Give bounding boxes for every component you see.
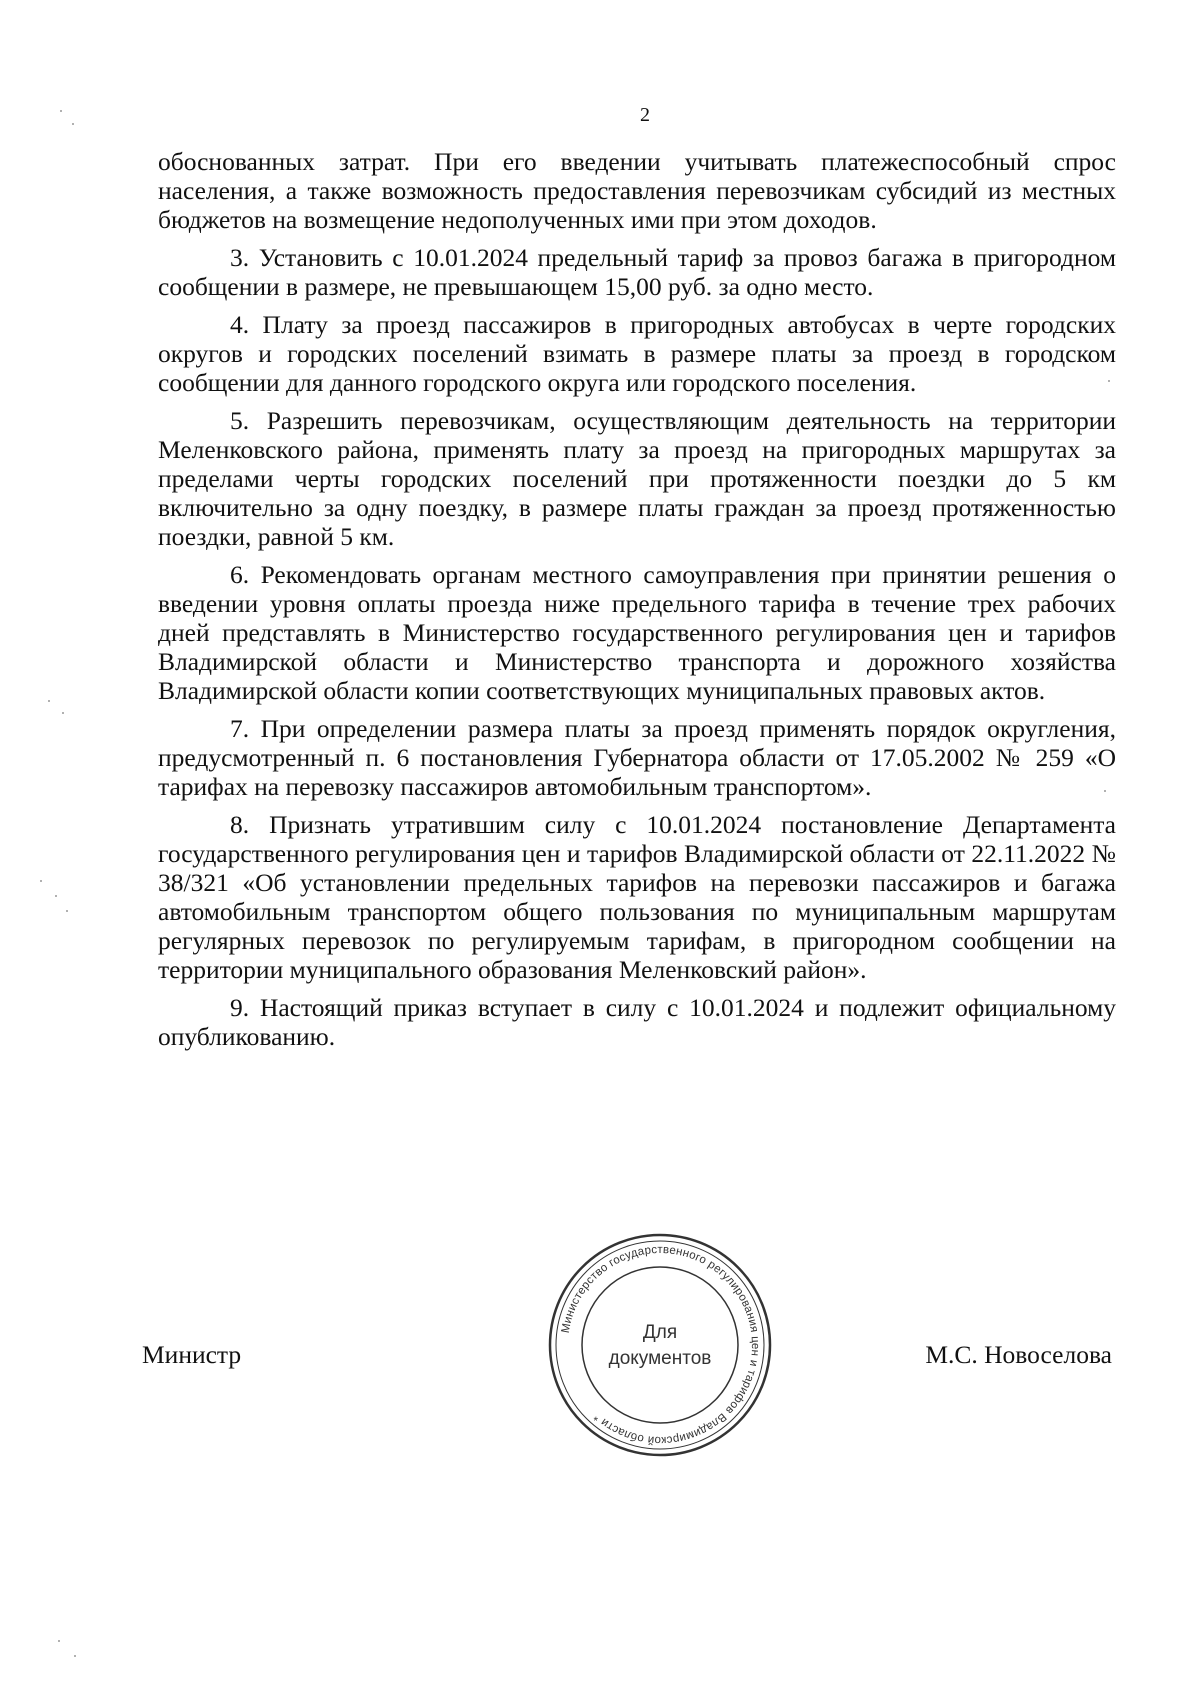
paragraph-item-9: 9. Настоящий приказ вступает в силу с 10.01.2024 и подлежит официальному опубликованию. <box>158 993 1116 1051</box>
scan-speck <box>1108 380 1110 382</box>
scan-speck <box>62 712 64 714</box>
signatory-name: М.С. Новоселова <box>925 1340 1112 1369</box>
scan-speck <box>1104 790 1106 792</box>
paragraph-item-5: 5. Разрешить перевозчикам, осуществляющим деятельность на территории Меленковского района, применять плату за проезд на пригородных маршрутах за пределами черты городских поселений при протяженности поездки до 5 км включительно за одну поездку, в размере платы граждан за проезд протяженностью поездки, равной 5 км. <box>158 406 1116 551</box>
page-number: 2 <box>640 104 650 126</box>
paragraph-item-8: 8. Признать утратившим силу с 10.01.2024 постановление Департамента государственного регулирования цен и тарифов Владимирской области от 22.11.2022 № 38/321 «Об установлении предельных тарифов на перевозки пассажиров и багажа автомобильным транспортом общего пользования по муниципальным маршрутам регулярных перевозок по регулируемым тарифам, в пригородном сообщении на территории муниципального образования Меленковский район». <box>158 810 1116 984</box>
paragraph-item-7: 7. При определении размера платы за проезд применять порядок округления, предусмотренный п. 6 постановления Губернатора области от 17.05.2002 № 259 «О тарифах на перевозку пассажиров автомобильным транспортом». <box>158 714 1116 801</box>
scan-speck <box>60 110 62 112</box>
scan-speck <box>58 1640 60 1642</box>
scan-speck <box>40 880 42 882</box>
scan-speck <box>72 123 74 125</box>
scan-speck <box>55 895 57 897</box>
paragraph-item-6: 6. Рекомендовать органам местного самоуправления при принятии решения о введении уровня оплаты проезда ниже предельного тарифа в течение трех рабочих дней представлять в Министерство государственного регулирования цен и тарифов Владимирской области и Министерство транспорта и дорожного хозяйства Владимирской области копии соответствующих муниципальных правовых актов. <box>158 560 1116 705</box>
seal-center-line-1: Для <box>642 1322 678 1343</box>
seal-ring-text: Министерство государственного регулирования цен и тарифов Владимирской области * <box>559 1243 762 1447</box>
signature-block <box>142 1340 1112 1380</box>
scan-speck <box>74 1655 76 1657</box>
paragraph-continuation: обоснованных затрат. При его введении учитывать платежеспособный спрос населения, а также возможность предоставления перевозчикам субсидий из местных бюджетов на возмещение недополученных ими при этом доходов. <box>158 147 1116 234</box>
scan-speck <box>48 700 50 702</box>
paragraph-item-3: 3. Установить с 10.01.2024 предельный тариф за провоз багажа в пригородном сообщении в размере, не превышающем 15,00 руб. за одно место. <box>158 243 1116 301</box>
scan-speck <box>66 910 68 912</box>
seal-center-line-2: документов <box>608 1348 712 1369</box>
document-body <box>158 147 1116 1060</box>
signatory-role: Министр <box>142 1340 242 1369</box>
paragraph-item-4: 4. Плату за проезд пассажиров в пригородных автобусах в черте городских округов и городских поселений взимать в размере платы за проезд в городском сообщении для данного городского округа или городского поселения. <box>158 310 1116 397</box>
